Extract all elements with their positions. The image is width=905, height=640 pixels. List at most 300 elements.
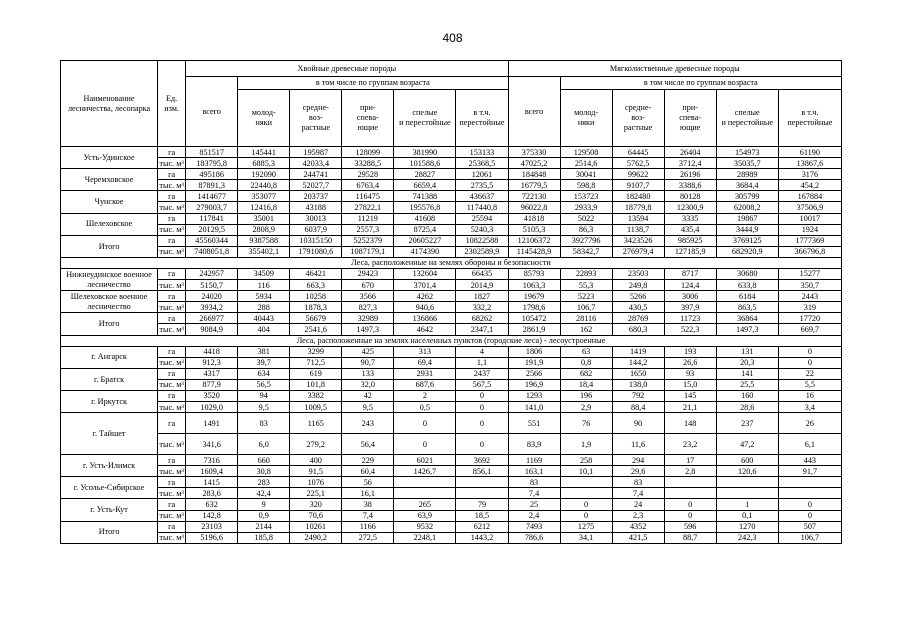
value-cell: 42,4 xyxy=(238,488,290,499)
value-cell: 3382 xyxy=(290,390,342,401)
value-cell: 1798,6 xyxy=(508,302,560,313)
forestry-name: г. Тайшет xyxy=(61,413,158,455)
value-cell: 10261 xyxy=(290,521,342,532)
value-cell: 11,6 xyxy=(612,434,664,455)
value-cell: 4174390 xyxy=(394,246,456,257)
table-row xyxy=(61,413,842,434)
value-cell: 5240,3 xyxy=(456,224,508,235)
value-cell: 11219 xyxy=(342,213,394,224)
page-number: 408 xyxy=(442,31,463,45)
value-cell: 88,7 xyxy=(664,532,716,543)
value-cell: 160 xyxy=(716,390,778,401)
value-cell: 4642 xyxy=(394,324,456,335)
header-soft-ripe: спелые и перестойные xyxy=(716,90,778,147)
value-cell: 9,5 xyxy=(342,401,394,412)
value-cell: 22440,8 xyxy=(238,180,290,191)
value-cell: 1419 xyxy=(612,346,664,357)
value-cell: 40443 xyxy=(238,313,290,324)
value-cell: 63 xyxy=(560,346,612,357)
value-cell: 23,2 xyxy=(664,434,716,455)
value-cell: 1169 xyxy=(508,455,560,466)
unit-cell: тыс. м³ xyxy=(159,247,184,257)
value-cell: 712,5 xyxy=(290,357,342,368)
value-cell: 242,3 xyxy=(716,532,778,543)
value-cell: 2808,9 xyxy=(238,224,290,235)
unit-cell: тыс. м³ xyxy=(159,158,184,168)
value-cell: 193 xyxy=(664,346,716,357)
forestry-name: Усть-Удинское xyxy=(61,147,158,169)
value-cell: 435,4 xyxy=(664,224,716,235)
value-cell: 27822,1 xyxy=(342,202,394,213)
forestry-name: Итого xyxy=(61,313,158,335)
unit-cell: га xyxy=(158,313,186,324)
value-cell: 69,4 xyxy=(394,357,456,368)
value-cell: 0 xyxy=(778,346,841,357)
value-cell: 0 xyxy=(560,510,612,521)
value-cell: 0,5 xyxy=(394,401,456,412)
value-cell: 162 xyxy=(560,324,612,335)
value-cell: 3299 xyxy=(290,346,342,357)
table-row xyxy=(61,313,842,324)
unit-cell: тыс. м³ xyxy=(159,302,184,312)
value-cell: 25594 xyxy=(456,213,508,224)
value-cell: 106,7 xyxy=(778,532,841,543)
value-cell: 24 xyxy=(612,499,664,510)
unit-cell: га xyxy=(158,346,186,357)
value-cell: 30,8 xyxy=(238,466,290,477)
value-cell: 305799 xyxy=(716,191,778,202)
value-cell: 381990 xyxy=(394,147,456,158)
value-cell: 18,5 xyxy=(456,510,508,521)
value-cell: 6,1 xyxy=(778,434,841,455)
value-cell: 660 xyxy=(238,455,290,466)
value-cell: 1497,3 xyxy=(716,324,778,335)
value-cell: 203737 xyxy=(290,191,342,202)
value-cell: 6763,4 xyxy=(342,180,394,191)
value-cell: 2490,2 xyxy=(290,532,342,543)
value-cell: 41818 xyxy=(508,213,560,224)
value-cell: 141 xyxy=(716,368,778,379)
value-cell: 3444,9 xyxy=(716,224,778,235)
value-cell: 792 xyxy=(612,390,664,401)
value-cell: 145441 xyxy=(238,147,290,158)
value-cell: 28769 xyxy=(612,313,664,324)
value-cell: 2,4 xyxy=(508,510,560,521)
value-cell: 7408051,8 xyxy=(186,246,238,257)
value-cell: 28116 xyxy=(560,313,612,324)
value-cell: 1145428,9 xyxy=(508,246,560,257)
value-cell: 288 xyxy=(238,302,290,313)
value-cell: 3692 xyxy=(456,455,508,466)
value-cell: 144,2 xyxy=(612,357,664,368)
value-cell: 319 xyxy=(778,302,841,313)
forestry-name: Итого xyxy=(61,521,158,543)
value-cell: 8717 xyxy=(664,268,716,279)
value-cell: 3006 xyxy=(664,291,716,302)
value-cell: 443 xyxy=(778,455,841,466)
value-cell: 41608 xyxy=(394,213,456,224)
value-cell: 58342,7 xyxy=(560,246,612,257)
value-cell: 117440,8 xyxy=(456,202,508,213)
forestry-name: г. Усть-Илимск xyxy=(61,455,158,477)
table-row xyxy=(61,169,842,180)
value-cell: 12300,9 xyxy=(664,202,716,213)
value-cell: 99622 xyxy=(612,169,664,180)
unit-cell: тыс. м³ xyxy=(159,380,184,390)
value-cell: 265 xyxy=(394,499,456,510)
value-cell xyxy=(456,488,508,499)
unit-cell: тыс. м³ xyxy=(159,533,184,543)
value-cell: 90 xyxy=(612,413,664,434)
value-cell: 2931 xyxy=(394,368,456,379)
value-cell: 940,6 xyxy=(394,302,456,313)
value-cell: 6021 xyxy=(394,455,456,466)
value-cell: 93 xyxy=(664,368,716,379)
value-cell: 4262 xyxy=(394,291,456,302)
value-cell: 912,3 xyxy=(186,357,238,368)
value-cell: 619 xyxy=(290,368,342,379)
value-cell: 3712,4 xyxy=(664,158,716,169)
value-cell: 148 xyxy=(664,413,716,434)
value-cell: 116 xyxy=(238,280,290,291)
unit-cell: тыс. м³ xyxy=(159,488,184,498)
value-cell: 15277 xyxy=(778,268,841,279)
header-soft-pre: при- спева- ющие xyxy=(664,90,716,147)
value-cell: 30041 xyxy=(560,169,612,180)
forestry-name: г. Усть-Кут xyxy=(61,499,158,521)
unit-cell: га xyxy=(158,169,186,180)
value-cell: 16779,5 xyxy=(508,180,560,191)
value-cell: 196,9 xyxy=(508,379,560,390)
value-cell: 1 xyxy=(716,499,778,510)
value-cell: 1275 xyxy=(560,521,612,532)
value-cell: 1138,7 xyxy=(612,224,664,235)
value-cell: 184848 xyxy=(508,169,560,180)
value-cell: 25,5 xyxy=(716,379,778,390)
value-cell: 18,4 xyxy=(560,379,612,390)
value-cell: 7,4 xyxy=(342,510,394,521)
value-cell: 56679 xyxy=(290,313,342,324)
value-cell: 6184 xyxy=(716,291,778,302)
value-cell: 38 xyxy=(342,499,394,510)
value-cell: 19679 xyxy=(508,291,560,302)
value-cell: 117841 xyxy=(186,213,238,224)
header-conifer-ripe: спелые и перестойные xyxy=(394,90,456,147)
table-row xyxy=(61,401,842,412)
value-cell: 13867,6 xyxy=(778,158,841,169)
value-cell: 1878,3 xyxy=(290,302,342,313)
value-cell: 56 xyxy=(342,477,394,488)
unit-cell: га xyxy=(158,499,186,510)
header-soft-age-groups: в том числе по группам возраста xyxy=(560,77,841,90)
value-cell: 1497,3 xyxy=(342,324,394,335)
value-cell: 2,3 xyxy=(612,510,664,521)
value-cell: 21,1 xyxy=(664,401,716,412)
value-cell: 266977 xyxy=(186,313,238,324)
unit-cell: тыс. м³ xyxy=(158,434,186,455)
value-cell: 0 xyxy=(394,413,456,434)
value-cell: 0 xyxy=(456,434,508,455)
value-cell: 2248,1 xyxy=(394,532,456,543)
unit-cell: га xyxy=(158,213,186,224)
value-cell: 225,1 xyxy=(290,488,342,499)
value-cell: 30680 xyxy=(716,268,778,279)
table-row xyxy=(61,291,842,302)
table-row xyxy=(61,477,842,488)
value-cell: 381 xyxy=(238,346,290,357)
header-soft-mid: средне- воз- растные xyxy=(612,90,664,147)
value-cell: 1827 xyxy=(456,291,508,302)
value-cell: 154973 xyxy=(716,147,778,158)
value-cell: 3769125 xyxy=(716,235,778,246)
header-soft-young: молод- няки xyxy=(560,90,612,147)
value-cell: 6037,9 xyxy=(290,224,342,235)
value-cell: 5266 xyxy=(612,291,664,302)
value-cell: 3335 xyxy=(664,213,716,224)
unit-cell: тыс. м³ xyxy=(159,180,184,190)
value-cell: 132604 xyxy=(394,268,456,279)
value-cell: 83,9 xyxy=(508,434,560,455)
value-cell: 633,8 xyxy=(716,280,778,291)
forestry-name: Шелеховское военное лесничество xyxy=(61,291,158,313)
value-cell: 76 xyxy=(560,413,612,434)
header-conifer-mid: средне- воз- растные xyxy=(290,90,342,147)
value-cell: 682 xyxy=(560,368,612,379)
value-cell: 2443 xyxy=(778,291,841,302)
unit-cell: тыс. м³ xyxy=(159,225,184,235)
value-cell: 37506,9 xyxy=(778,202,841,213)
value-cell: 35001 xyxy=(238,213,290,224)
value-cell: 856,1 xyxy=(456,466,508,477)
value-cell: 2557,3 xyxy=(342,224,394,235)
value-cell: 632 xyxy=(186,499,238,510)
forestry-name: Нижнеудинское военное лесничество xyxy=(61,268,158,290)
value-cell: 1166 xyxy=(342,521,394,532)
value-cell: 669,7 xyxy=(778,324,841,335)
value-cell xyxy=(456,477,508,488)
table-body xyxy=(61,147,842,544)
value-cell: 596 xyxy=(664,521,716,532)
value-cell: 195576,8 xyxy=(394,202,456,213)
value-cell: 10017 xyxy=(778,213,841,224)
value-cell: 3684,4 xyxy=(716,180,778,191)
value-cell: 94 xyxy=(238,390,290,401)
value-cell: 366796,8 xyxy=(778,246,841,257)
value-cell: 30013 xyxy=(290,213,342,224)
header-soft-over: в т.ч. перестойные xyxy=(778,90,841,147)
forestry-name: г. Братск xyxy=(61,368,158,390)
value-cell: 2566 xyxy=(508,368,560,379)
table-row xyxy=(61,213,842,224)
value-cell: 192090 xyxy=(238,169,290,180)
value-cell: 722130 xyxy=(508,191,560,202)
value-cell: 1293 xyxy=(508,390,560,401)
value-cell: 567,5 xyxy=(456,379,508,390)
section-row xyxy=(61,257,842,268)
table-row xyxy=(61,302,842,313)
value-cell: 88,4 xyxy=(612,401,664,412)
value-cell: 0,8 xyxy=(560,357,612,368)
value-cell: 0 xyxy=(664,510,716,521)
value-cell: 116475 xyxy=(342,191,394,202)
value-cell: 106,7 xyxy=(560,302,612,313)
value-cell: 634 xyxy=(238,368,290,379)
value-cell: 138,0 xyxy=(612,379,664,390)
value-cell: 2437 xyxy=(456,368,508,379)
value-cell: 1165 xyxy=(290,413,342,434)
value-cell: 1791080,6 xyxy=(290,246,342,257)
value-cell: 42 xyxy=(342,390,394,401)
unit-cell: га xyxy=(158,191,186,202)
value-cell: 682920,9 xyxy=(716,246,778,257)
value-cell: 56,5 xyxy=(238,379,290,390)
value-cell: 5196,6 xyxy=(186,532,238,543)
value-cell: 191,9 xyxy=(508,357,560,368)
unit-cell: га xyxy=(158,147,186,158)
value-cell: 167884 xyxy=(778,191,841,202)
value-cell: 141,0 xyxy=(508,401,560,412)
header-soft-total: всего xyxy=(508,77,560,147)
value-cell: 0 xyxy=(560,499,612,510)
value-cell: 153723 xyxy=(560,191,612,202)
value-cell: 741388 xyxy=(394,191,456,202)
value-cell: 29423 xyxy=(342,268,394,279)
value-cell: 13594 xyxy=(612,213,664,224)
value-cell: 1029,0 xyxy=(186,401,238,412)
value-cell: 2,8 xyxy=(664,466,716,477)
value-cell: 1063,3 xyxy=(508,280,560,291)
table-row xyxy=(61,280,842,291)
value-cell: 83 xyxy=(238,413,290,434)
table-row xyxy=(61,246,842,257)
value-cell: 34509 xyxy=(238,268,290,279)
value-cell: 687,6 xyxy=(394,379,456,390)
unit-cell: тыс. м³ xyxy=(159,511,184,521)
table-row xyxy=(61,510,842,521)
value-cell: 400 xyxy=(290,455,342,466)
value-cell: 430,5 xyxy=(612,302,664,313)
value-cell: 598,8 xyxy=(560,180,612,191)
value-cell: 55,3 xyxy=(560,280,612,291)
forestry-name: Шелеховское xyxy=(61,213,158,235)
unit-cell: тыс. м³ xyxy=(159,466,184,476)
value-cell: 279003,7 xyxy=(186,202,238,213)
value-cell: 145 xyxy=(664,390,716,401)
value-cell: 20129,5 xyxy=(186,224,238,235)
value-cell xyxy=(560,488,612,499)
value-cell: 26,6 xyxy=(664,357,716,368)
value-cell: 3701,4 xyxy=(394,280,456,291)
value-cell: 163,1 xyxy=(508,466,560,477)
value-cell: 60,4 xyxy=(342,466,394,477)
value-cell: 242957 xyxy=(186,268,238,279)
value-cell: 3176 xyxy=(778,169,841,180)
forestry-name: Черемховское xyxy=(61,169,158,191)
value-cell: 96022,8 xyxy=(508,202,560,213)
value-cell: 8725,4 xyxy=(394,224,456,235)
value-cell: 1415 xyxy=(186,477,238,488)
value-cell: 11723 xyxy=(664,313,716,324)
value-cell: 16 xyxy=(778,390,841,401)
value-cell: 0 xyxy=(394,434,456,455)
table-row xyxy=(61,235,842,246)
unit-cell: тыс. м³ xyxy=(159,324,184,334)
value-cell xyxy=(778,477,841,488)
header-conifer-total: всего xyxy=(186,77,238,147)
forest-stock-table xyxy=(60,60,842,544)
value-cell: 877,9 xyxy=(186,379,238,390)
table-row xyxy=(61,224,842,235)
unit-cell: га xyxy=(158,390,186,401)
table-header xyxy=(61,61,842,147)
value-cell: 2861,9 xyxy=(508,324,560,335)
unit-cell: га xyxy=(158,413,186,434)
value-cell: 131 xyxy=(716,346,778,357)
value-cell: 1414677 xyxy=(186,191,238,202)
value-cell: 2014,9 xyxy=(456,280,508,291)
value-cell: 105472 xyxy=(508,313,560,324)
value-cell xyxy=(664,477,716,488)
value-cell: 507 xyxy=(778,521,841,532)
value-cell: 7,4 xyxy=(612,488,664,499)
value-cell: 4418 xyxy=(186,346,238,357)
value-cell: 3423526 xyxy=(612,235,664,246)
value-cell: 3,4 xyxy=(778,401,841,412)
header-conifer-age-groups: в том числе по группам возраста xyxy=(238,77,508,90)
table-row xyxy=(61,466,842,477)
value-cell: 353077 xyxy=(238,191,290,202)
section-title: Леса, расположенные на землях населенных пунктов (городские леса) - лесоустроенные xyxy=(61,335,842,346)
value-cell: 32,0 xyxy=(342,379,394,390)
value-cell: 2933,9 xyxy=(560,202,612,213)
value-cell: 5,5 xyxy=(778,379,841,390)
value-cell: 68262 xyxy=(456,313,508,324)
value-cell: 34,1 xyxy=(560,532,612,543)
table-row xyxy=(61,532,842,543)
value-cell: 26196 xyxy=(664,169,716,180)
value-cell: 0,1 xyxy=(716,510,778,521)
value-cell: 1426,7 xyxy=(394,466,456,477)
table-row xyxy=(61,521,842,532)
value-cell: 86,3 xyxy=(560,224,612,235)
value-cell: 863,5 xyxy=(716,302,778,313)
value-cell: 45560344 xyxy=(186,235,238,246)
value-cell: 35035,7 xyxy=(716,158,778,169)
value-cell: 294 xyxy=(612,455,664,466)
value-cell: 404 xyxy=(238,324,290,335)
value-cell xyxy=(716,477,778,488)
value-cell: 195987 xyxy=(290,147,342,158)
value-cell: 313 xyxy=(394,346,456,357)
value-cell: 680,3 xyxy=(612,324,664,335)
value-cell: 39,7 xyxy=(238,357,290,368)
table-row xyxy=(61,158,842,169)
value-cell: 5150,7 xyxy=(186,280,238,291)
unit-cell: тыс. м³ xyxy=(159,203,184,213)
value-cell: 229 xyxy=(342,455,394,466)
value-cell: 23503 xyxy=(612,268,664,279)
value-cell: 129508 xyxy=(560,147,612,158)
value-cell: 20,3 xyxy=(716,357,778,368)
value-cell: 1076 xyxy=(290,477,342,488)
value-cell: 1806 xyxy=(508,346,560,357)
section-title: Леса, расположенные на землях обороны и безопасности xyxy=(61,257,842,268)
value-cell: 42033,4 xyxy=(290,158,342,169)
value-cell: 5252379 xyxy=(342,235,394,246)
value-cell: 16,1 xyxy=(342,488,394,499)
table-row xyxy=(61,147,842,158)
value-cell: 133 xyxy=(342,368,394,379)
